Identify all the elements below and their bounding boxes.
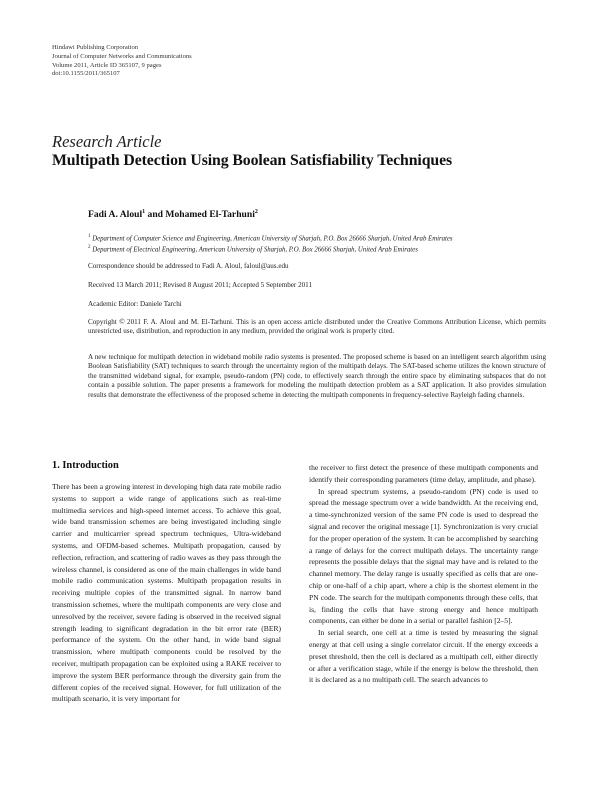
affiliations <box>88 232 546 255</box>
author-name: Fadi A. Aloul <box>88 209 143 221</box>
abstract: A new technique for multipath detection in wideband mobile radio systems is presented. The proposed scheme is based on an intelligent search algorithm using Boolean Satisfiability (SAT) techniques to search through the uncertainty region of the multipath delays. The SAT-based scheme utilizes the known structure of the transmitted wideband signal, for example, pseudo-random (PN) code, to effectively search through the entire space by eliminating subspaces that do not contain a possible solution. The paper presents a framework for modeling the multipath detection problem as a SAT application. It also provides simulation results that demonstrate the effectiveness of the proposed scheme in detecting the multipath components in frequency-selective Rayleigh fading channels. <box>88 353 546 399</box>
correspondence[interactable]: Correspondence should be addressed to Fadi A. Aloul, faloul@aus.edu <box>88 262 289 270</box>
affiliation-text: Department of Electrical Engineering, American University of Sharjah, P.O. Box 26666 Sharjah, United Arab Emirates <box>90 246 418 254</box>
journal-name: Journal of Computer Networks and Communications <box>52 52 192 60</box>
affiliation-number: 2 <box>88 245 91 251</box>
academic-editor: Academic Editor: Daniele Tarchi <box>88 300 182 308</box>
affiliation-marker: 1 <box>142 209 146 215</box>
section-heading: 1. Introduction <box>52 460 119 471</box>
body-column-left <box>52 481 281 705</box>
paragraph: the receiver to first detect the presence of these multipath components and identify their corresponding parameters (time delay, amplitude, and phase). <box>309 463 538 484</box>
copyright-notice: Copyright © 2011 F. A. Aloul and M. El-Tarhuni. This is an open access article distributed under the Creative Commons Attribution License, which permits unrestricted use, distribution, and reproduction in any medium, provided the original work is properly cited. <box>88 318 546 336</box>
article-title: Multipath Detection Using Boolean Satisfiability Techniques <box>52 152 453 169</box>
affiliation-marker: 2 <box>254 209 258 215</box>
affiliation <box>88 232 546 243</box>
publication-info <box>52 44 192 79</box>
text-run: . Synchronization is very crucial for the proper operation of the system. It can be accomplished by searching a range of delays for the correct multipath delays. The uncertainty range represents the possible delays that the signal may have and is related to the channel memory. The delay range is usually specified as cells that are one-chip or one-half of a chip apart, where a chip is the shortest element in the PN code. The search for the multipath components through these cells, that is, finding the cells that have strong energy and hence multipath components, can either be done in a serial or parallel fashion <box>309 521 538 626</box>
citation-link[interactable]: [1] <box>430 521 440 531</box>
publisher-name: Hindawi Publishing Corporation <box>52 44 139 51</box>
body-column-right <box>309 462 538 686</box>
affiliation-text: Department of Computer Science and Engineering, American University of Sharjah, P.O. Box 26666 Sharjah, United Arab Emirates <box>90 235 453 243</box>
paragraph <box>309 486 538 628</box>
doi[interactable]: doi:10.1155/2011/365107 <box>52 70 120 78</box>
article-type: Research Article <box>52 132 162 151</box>
paragraph: There has been a growing interest in developing high data rate mobile radio systems to support a wide range of applications such as real-time multimedia services and high-speed internet access. To achieve this goal, wide band transmission schemes are being investigated including single carrier and multicarrier spread spectrum techniques, Ultra-wideband systems, and OFDM-based schemes. Multipath propagation, caused by reflection, refraction, and scattering of radio waves as they pass through the wireless channel, is considered as one of the main challenges in wide band mobile radio communication systems. Multipath propagation results in receiving multiple copies of the transmitted signal. In narrow band transmission schemes, where the multipath components are very close and unresolved by the receiver, severe fading is observed in the received signal strength leading to significant degradation in the bit error rate (BER) performance of the system. On the other hand, in wide band signal transmission, where multipath components could be resolved by the receiver, multipath propagation can be exploited using a RAKE receiver to improve the system BER performance through the diversity gain from the different copies of the received signal. However, for full utilization of the multipath scenario, it is very important for <box>52 482 281 704</box>
article-dates: Received 13 March 2011; Revised 8 August 2011; Accepted 5 September 2011 <box>88 281 312 289</box>
affiliation-number: 1 <box>88 234 91 239</box>
volume-info: Volume 2011, Article ID 365107, 9 pages <box>52 61 162 69</box>
text-run: . <box>510 616 513 626</box>
citation-link[interactable]: [2–5] <box>494 616 511 626</box>
author-name: Mohamed El-Tarhuni <box>165 209 255 221</box>
affiliation <box>88 243 546 254</box>
text-run: In spread spectrum systems, a pseudo-random (PN) code is used to spread the message spectrum over a wide bandwidth. At the receiving end, a time-synchronized version of the same PN code is used to despread the signal and recover the original message <box>309 486 538 531</box>
author-separator: and <box>145 209 166 221</box>
paragraph: In serial search, one cell at a time is tested by measuring the signal energy at that cell using a single correlator circuit. If the energy exceeds a preset threshold, then the cell is declared as a multipath cell, either directly or after a verification stage, while if the energy is below the threshold, then it is declared as a no multipath cell. The search advances to <box>309 628 538 685</box>
author-list <box>88 208 546 220</box>
